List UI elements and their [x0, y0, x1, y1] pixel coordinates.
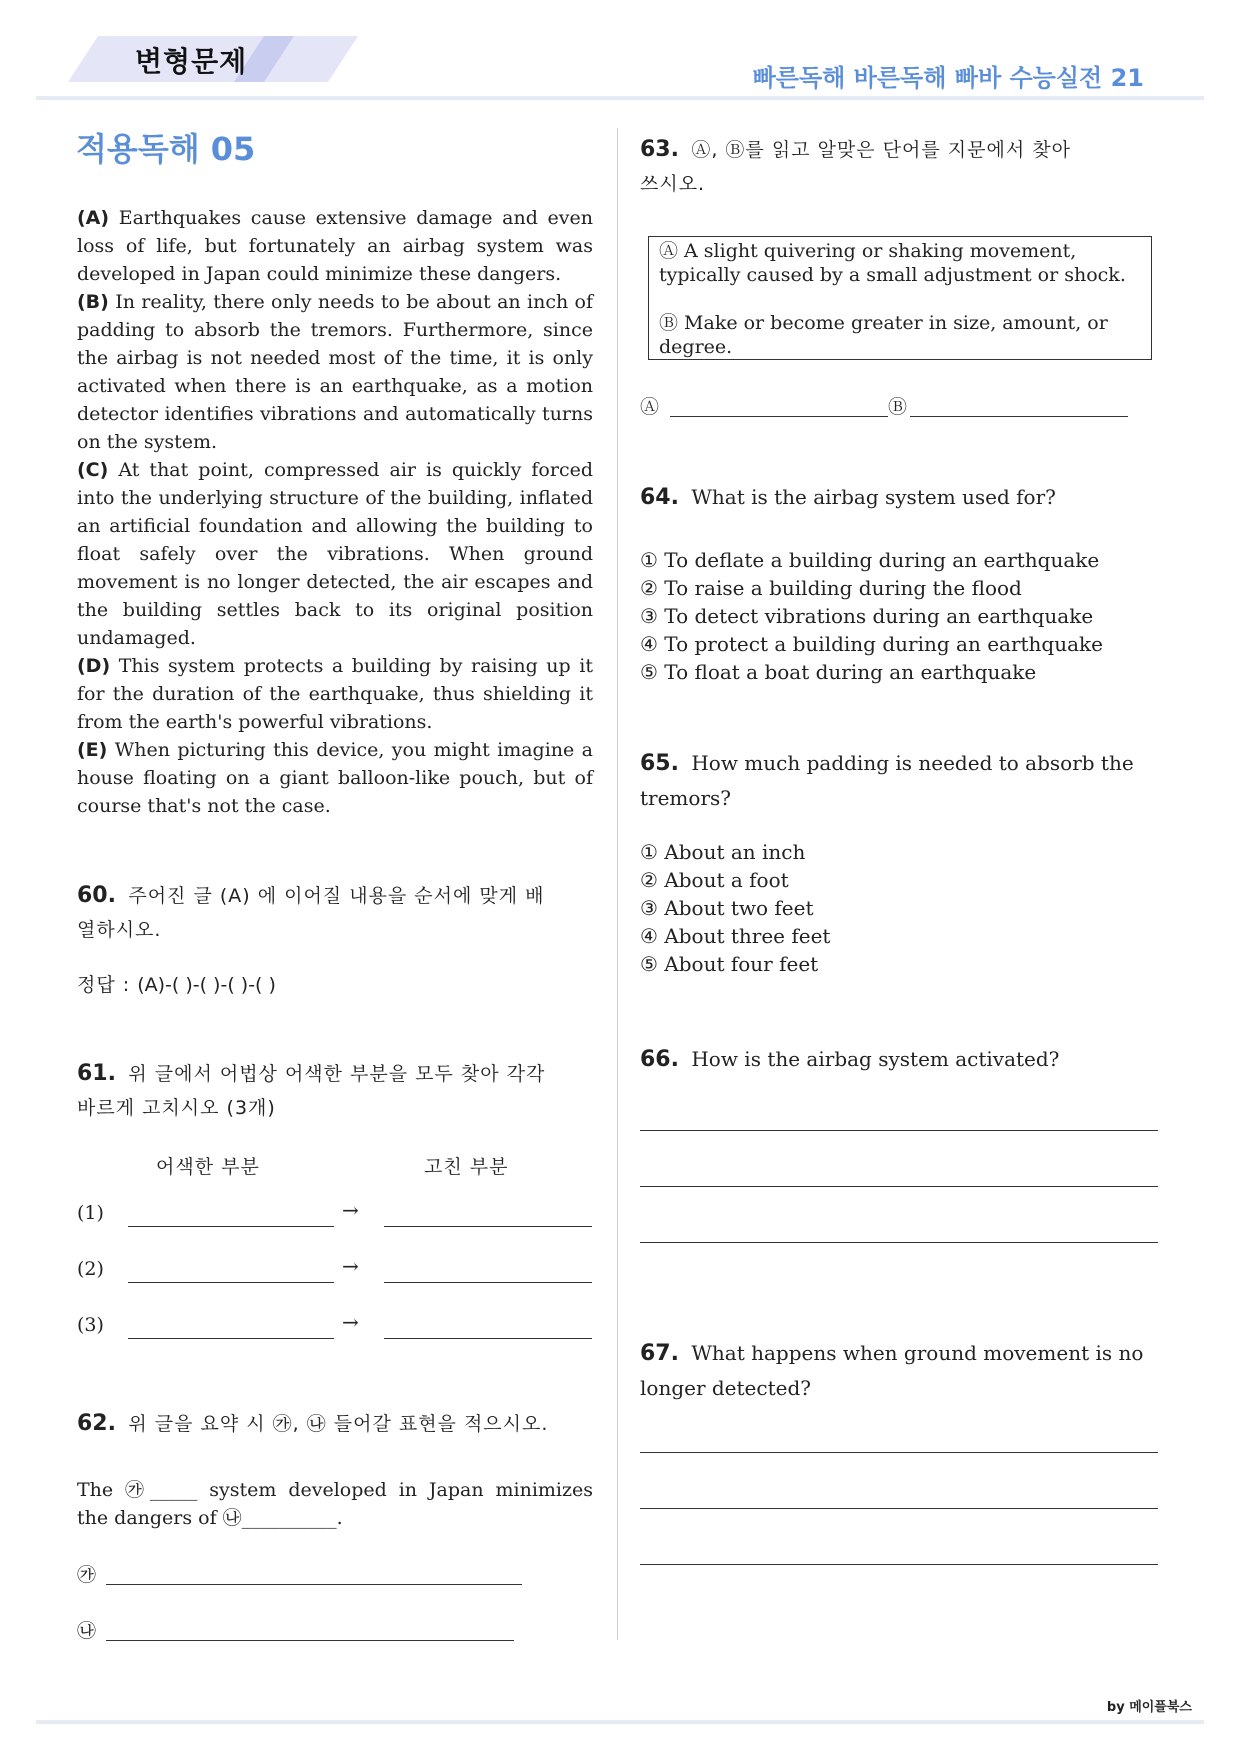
- question-text-cont: tremors?: [640, 786, 731, 810]
- question-text: How much padding is needed to absorb the: [691, 751, 1134, 775]
- option-1[interactable]: ① About an inch: [640, 840, 806, 864]
- row-label: (2): [77, 1258, 104, 1280]
- question-number: 64.: [640, 485, 679, 510]
- answer-line[interactable]: [640, 1186, 1158, 1187]
- blank-b-label: ㉯: [77, 1620, 97, 1642]
- answer-a-label: Ⓐ: [640, 396, 660, 418]
- question-text: What happens when ground movement is no: [691, 1341, 1144, 1365]
- question-number: 61.: [77, 1061, 116, 1086]
- passage-paragraph-a: [77, 204, 593, 288]
- header-rule: [36, 96, 1204, 100]
- definition-box: [648, 236, 1152, 360]
- header-title: 빠른독해 바른독해 빠바 수능실전 21: [752, 64, 1144, 92]
- answer-b-line[interactable]: [910, 416, 1128, 417]
- question-text: 주어진 글 (A) 에 이어질 내용을 순서에 맞게 배: [128, 885, 545, 907]
- column-header-wrong: 어색한 부분: [156, 1156, 260, 1178]
- option-2[interactable]: ② To raise a building during the flood: [640, 576, 1022, 600]
- question-number: 67.: [640, 1341, 679, 1366]
- column-divider: [617, 128, 618, 1640]
- summary-sentence: [77, 1476, 593, 1532]
- blank-a-line[interactable]: [106, 1584, 522, 1585]
- question-number: 63.: [640, 137, 679, 162]
- option-2[interactable]: ② About a foot: [640, 868, 789, 892]
- question-67: [640, 1336, 1160, 1405]
- paragraph-label: (E): [77, 739, 108, 761]
- wrong-part-blank[interactable]: [128, 1338, 334, 1339]
- reading-passage: [77, 204, 593, 820]
- option-4[interactable]: ④ About three feet: [640, 924, 831, 948]
- paragraph-text: At that point, compressed air is quickly forced into the underlying structure of the building, inflated an artificial foundation and allowing the building to float safely over the vibrations. When ground movement is no longer detected, the air escapes and the building settles back to its original position undamaged.: [77, 459, 593, 649]
- paragraph-label: (B): [77, 291, 109, 313]
- arrow-icon: →: [342, 1198, 359, 1222]
- header-tag: 변형문제: [135, 45, 248, 78]
- definition-a: Ⓐ A slight quivering or shaking movement, typically caused by a small adjustment or shock.: [659, 240, 1126, 286]
- answer-a-line[interactable]: [670, 416, 888, 417]
- paragraph-text: Earthquakes cause extensive damage and even loss of life, but fortunately an airbag system was developed in Japan could minimize these dangers.: [77, 207, 593, 285]
- section-title: 적용독해 05: [76, 130, 256, 168]
- passage-paragraph-e: [77, 736, 593, 820]
- fixed-part-blank[interactable]: [384, 1226, 592, 1227]
- arrow-icon: →: [342, 1310, 359, 1334]
- summary-line-2: the dangers of ㉯__________.: [77, 1507, 343, 1529]
- question-62: [77, 1406, 597, 1441]
- answer-label: 정답 :: [77, 974, 138, 996]
- answer-line[interactable]: [640, 1452, 1158, 1453]
- column-header-fixed: 고친 부분: [424, 1156, 509, 1178]
- question-text-cont: 바르게 고치시오 (3개): [77, 1097, 276, 1119]
- row-label: (1): [77, 1202, 104, 1224]
- q65-options: [640, 838, 1160, 978]
- row-label: (3): [77, 1314, 104, 1336]
- option-5[interactable]: ⑤ About four feet: [640, 952, 819, 976]
- paragraph-label: (A): [77, 207, 110, 229]
- blank-b-line[interactable]: [106, 1640, 514, 1641]
- paragraph-text: This system protects a building by raising up it for the duration of the earthquake, thus shielding it from the earth's powerful vibrations.: [77, 655, 593, 733]
- publisher-credit: by 메이플북스: [1106, 1700, 1192, 1715]
- fixed-part-blank[interactable]: [384, 1338, 592, 1339]
- paragraph-text: When picturing this device, you might imagine a house floating on a giant balloon-like pouch, but of course that's not the case.: [77, 739, 593, 817]
- option-4[interactable]: ④ To protect a building during an earthquake: [640, 632, 1103, 656]
- question-number: 60.: [77, 883, 116, 908]
- question-text-cont: longer detected?: [640, 1376, 811, 1400]
- question-number: 65.: [640, 751, 679, 776]
- question-text: 위 글을 요약 시 ㉮, ㉯ 들어갈 표현을 적으시오.: [128, 1413, 549, 1435]
- wrong-part-blank[interactable]: [128, 1226, 334, 1227]
- passage-paragraph-c: [77, 456, 593, 652]
- option-5[interactable]: ⑤ To float a boat during an earthquake: [640, 660, 1037, 684]
- option-1[interactable]: ① To deflate a building during an earthquake: [640, 548, 1100, 572]
- question-61: [77, 1056, 597, 1125]
- blank-a-label: ㉮: [77, 1564, 97, 1586]
- answer-blanks[interactable]: (A)-( )-( )-( )-( ): [137, 974, 276, 996]
- question-text: Ⓐ, Ⓑ를 읽고 알맞은 단어를 지문에서 찾아: [691, 139, 1071, 161]
- question-text: How is the airbag system activated?: [691, 1047, 1060, 1071]
- question-text: What is the airbag system used for?: [691, 485, 1056, 509]
- footer-rule: [36, 1720, 1204, 1724]
- arrow-icon: →: [342, 1254, 359, 1278]
- definition-b: Ⓑ Make or become greater in size, amount, or degree.: [659, 312, 1108, 358]
- fixed-part-blank[interactable]: [384, 1282, 592, 1283]
- answer-line[interactable]: [640, 1130, 1158, 1131]
- question-65: [640, 746, 1160, 815]
- paragraph-label: (D): [77, 655, 111, 677]
- question-63: [640, 132, 1160, 201]
- passage-paragraph-d: [77, 652, 593, 736]
- answer-line[interactable]: [640, 1242, 1158, 1243]
- summary-line-1: The ㉮_____ system developed in Japan minimizes: [77, 1479, 593, 1501]
- answer-b-label: Ⓑ: [888, 396, 908, 418]
- question-text: 위 글에서 어법상 어색한 부분을 모두 찾아 각각: [128, 1063, 546, 1085]
- q60-answer-line[interactable]: [77, 970, 276, 997]
- option-3[interactable]: ③ About two feet: [640, 896, 814, 920]
- paragraph-label: (C): [77, 459, 109, 481]
- question-text-cont: 열하시오.: [77, 919, 162, 941]
- question-text-cont: 쓰시오.: [640, 173, 706, 195]
- question-66: [640, 1042, 1160, 1077]
- question-60: [77, 878, 597, 947]
- wrong-part-blank[interactable]: [128, 1282, 334, 1283]
- question-number: 66.: [640, 1047, 679, 1072]
- passage-paragraph-b: [77, 288, 593, 456]
- question-64: [640, 480, 1160, 515]
- answer-line[interactable]: [640, 1508, 1158, 1509]
- q64-options: [640, 546, 1160, 686]
- answer-line[interactable]: [640, 1564, 1158, 1565]
- option-3[interactable]: ③ To detect vibrations during an earthquake: [640, 604, 1094, 628]
- paragraph-text: In reality, there only needs to be about an inch of padding to absorb the tremors. Furthermore, since the airbag is not needed most of the time, it is only activated when there is an earthquake, as a motion detector identifies vibrations and automatically turns on the system.: [77, 291, 593, 453]
- question-number: 62.: [77, 1411, 116, 1436]
